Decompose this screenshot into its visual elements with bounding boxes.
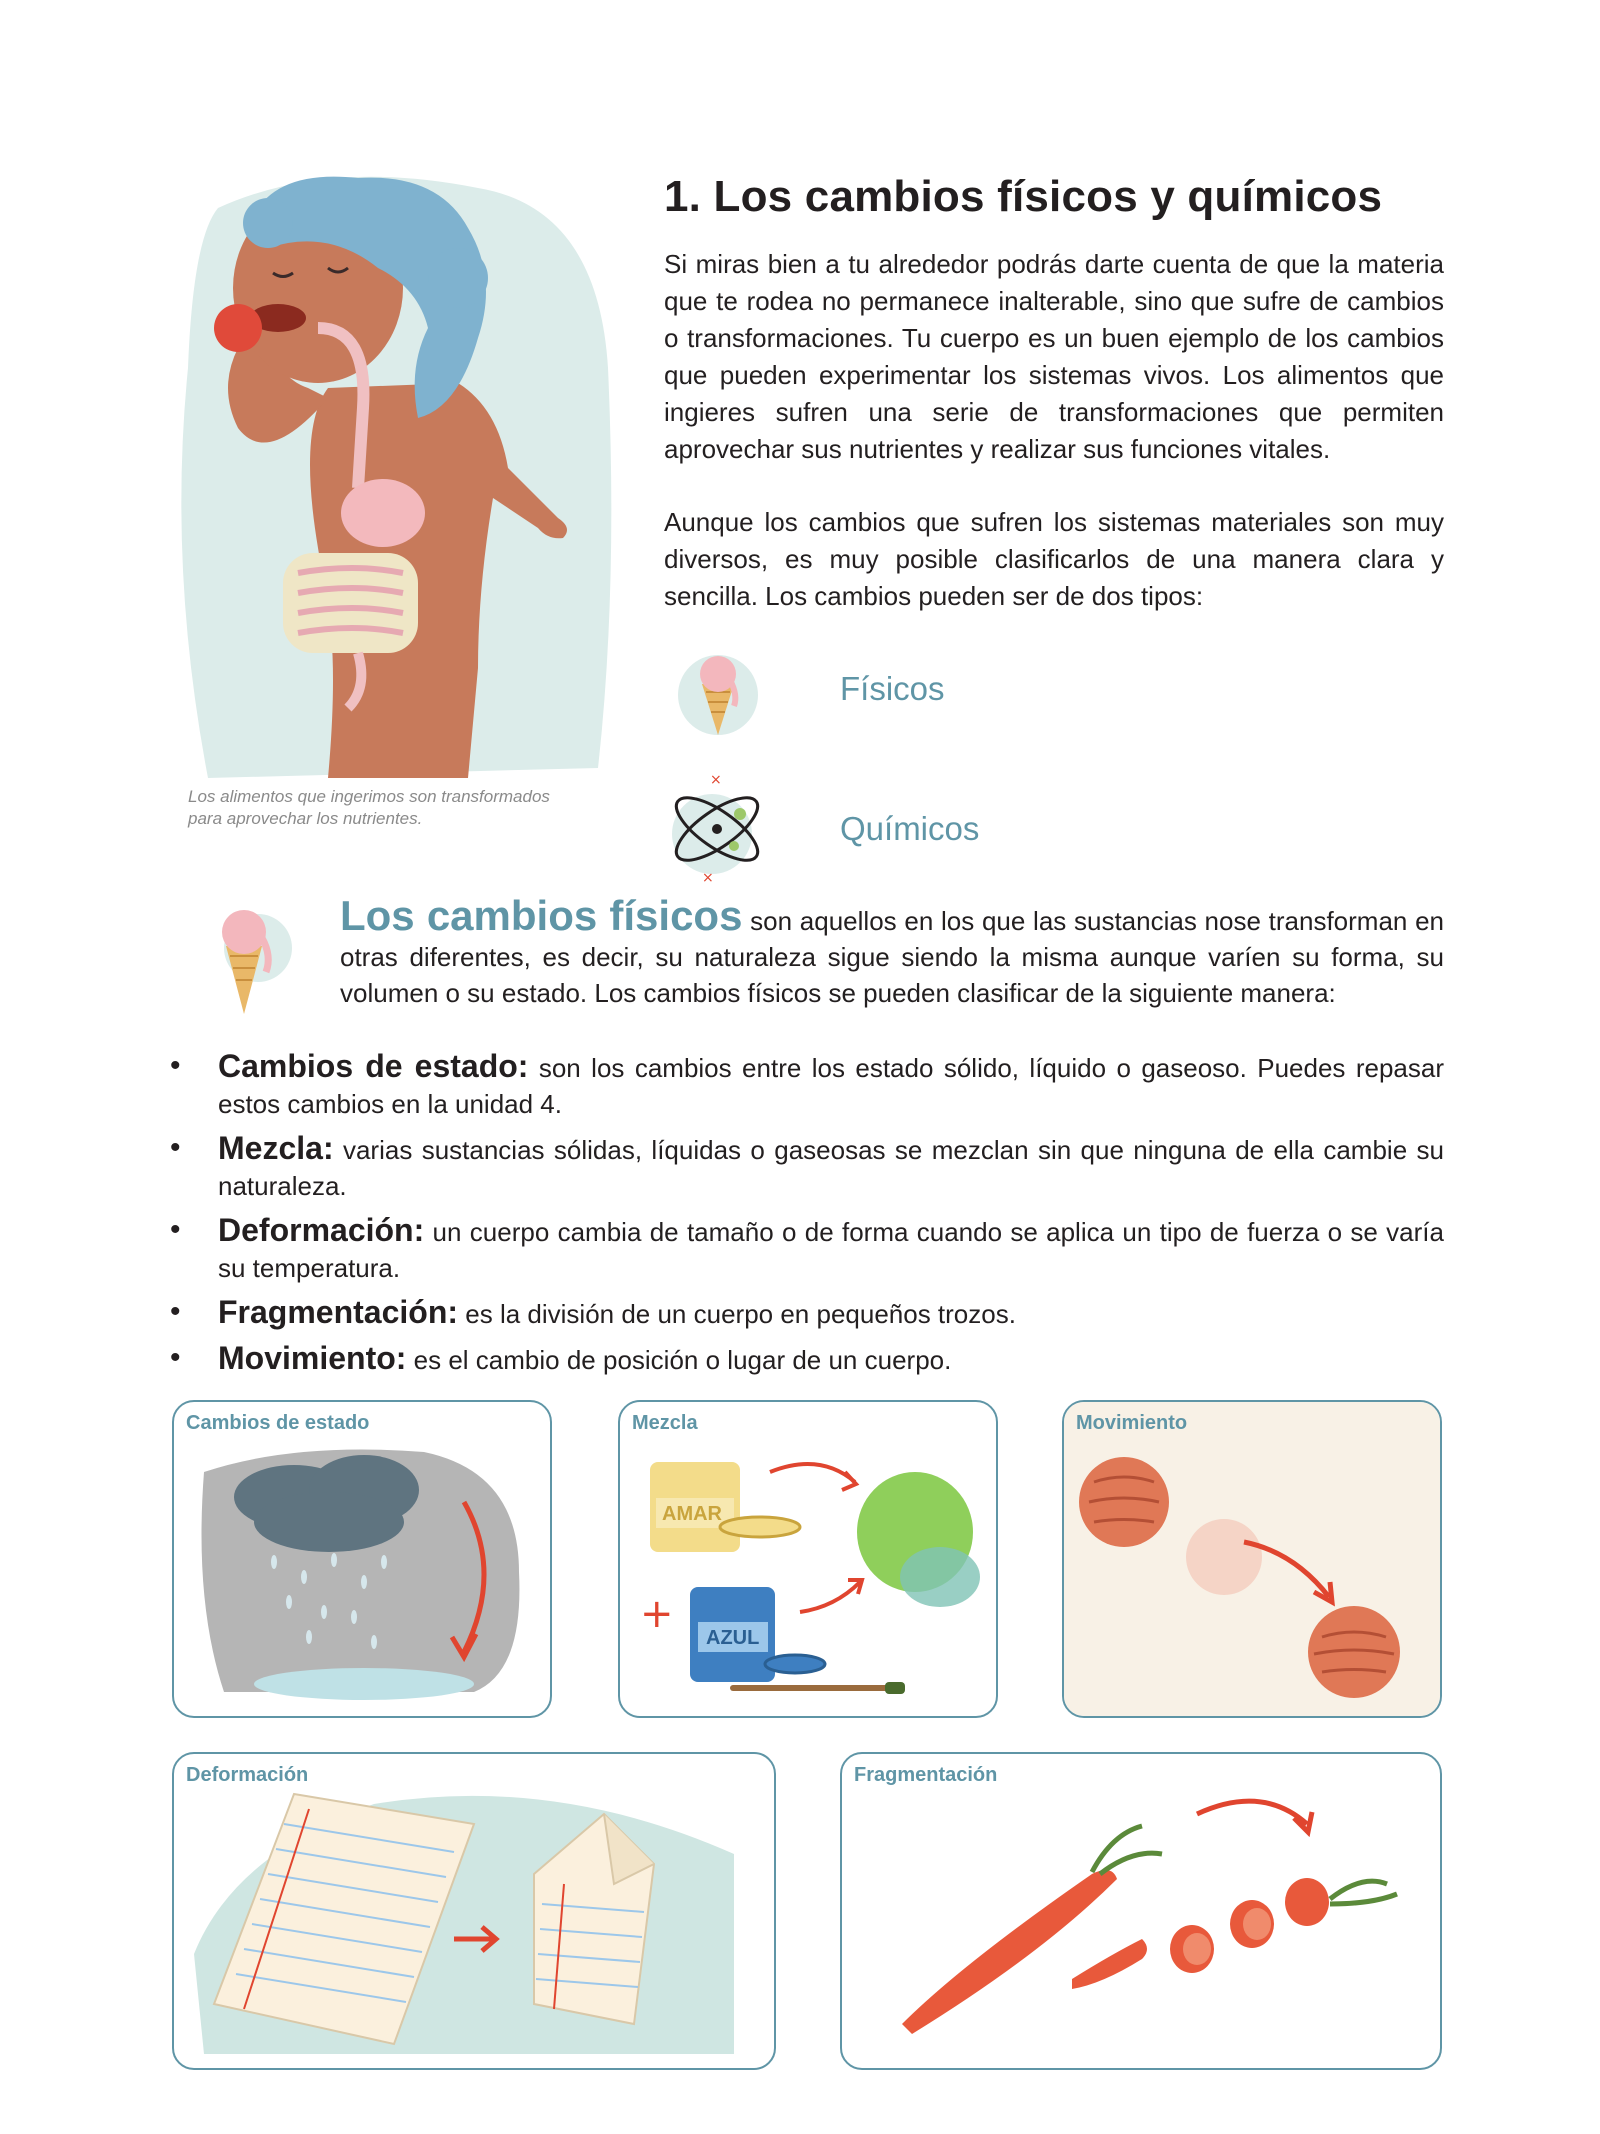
bullet-icon: • bbox=[170, 1295, 181, 1328]
list-item-term: Mezcla: bbox=[218, 1130, 334, 1166]
card-title: Cambios de estado bbox=[186, 1412, 370, 1434]
bullet-icon: • bbox=[170, 1049, 181, 1082]
ice-cream-icon bbox=[196, 898, 296, 1018]
card-mezcla bbox=[618, 1400, 998, 1718]
paper-folding-illustration bbox=[174, 1754, 774, 2068]
list-item-term: Cambios de estado: bbox=[218, 1048, 529, 1084]
card-title: Fragmentación bbox=[854, 1764, 998, 1786]
carrot-cutting-illustration bbox=[842, 1754, 1440, 2068]
svg-text:×: × bbox=[702, 870, 714, 884]
rain-cloud-illustration bbox=[174, 1402, 550, 1716]
list-item-text: es el cambio de posición o lugar de un cuerpo. bbox=[406, 1345, 952, 1375]
list-item bbox=[166, 1212, 1444, 1286]
list-item bbox=[166, 1340, 1444, 1378]
list-item-term: Movimiento: bbox=[218, 1340, 407, 1376]
physical-definition bbox=[340, 892, 1444, 1011]
physical-term: Los cambios físicos bbox=[340, 892, 743, 939]
jar-label-blue: AZUL bbox=[706, 1627, 760, 1649]
svg-text:+: + bbox=[640, 1591, 674, 1637]
bullet-icon: • bbox=[170, 1131, 181, 1164]
list-item bbox=[166, 1130, 1444, 1204]
list-item-text: un cuerpo cambia de tamaño o de forma cuando se aplica un tipo de fuerza o se varía su temperatura. bbox=[218, 1217, 1444, 1283]
card-title: Mezcla bbox=[632, 1412, 698, 1434]
svg-text:×: × bbox=[710, 774, 722, 788]
card-deformacion bbox=[172, 1752, 776, 2070]
page-title: 1. Los cambios físicos y químicos bbox=[664, 172, 1383, 221]
bullet-icon: • bbox=[170, 1341, 181, 1374]
intro-paragraph: Si miras bien a tu alrededor podrás darte cuenta de que la materia que te rodea no permanece inalterable, sino que sufre de cambios o transformaciones. Tu cuerpo es un buen ejemplo de los cambios que pueden experimentar los sistemas vivos. Los alimentos que ingieres sufren una serie de transformaciones que permiten aprovechar sus nutrientes y realizar sus funciones vitales. bbox=[664, 249, 1444, 464]
digestion-illustration bbox=[178, 168, 618, 788]
list-item-term: Deformación: bbox=[218, 1212, 425, 1248]
paint-mixing-illustration bbox=[620, 1402, 996, 1716]
card-fragmentacion bbox=[840, 1752, 1442, 2070]
jar-label-yellow: AMAR bbox=[662, 1503, 722, 1525]
card-title: Deformación bbox=[186, 1764, 309, 1786]
atom-icon bbox=[662, 774, 762, 884]
list-item-text: es la división de un cuerpo en pequeños trozos. bbox=[458, 1299, 1016, 1329]
list-item-text: son los cambios entre los estado sólido, líquido o gaseoso. Puedes repasar estos cambios en la unidad 4. bbox=[218, 1053, 1444, 1119]
card-cambios-de-estado bbox=[172, 1400, 552, 1718]
intro-paragraph-2: Aunque los cambios que sufren los sistemas materiales son muy diversos, es muy posible clasificarlos de una manera clara y sencilla. Los cambios pueden ser de dos tipos: bbox=[664, 507, 1444, 611]
ice-cream-icon bbox=[668, 640, 768, 740]
card-title: Movimiento bbox=[1076, 1412, 1188, 1434]
hero-caption: Los alimentos que ingerimos son transformados para aprovechar los nutrientes. bbox=[188, 787, 550, 828]
card-movimiento bbox=[1062, 1400, 1442, 1718]
type-label-quimicos: Químicos bbox=[840, 810, 980, 847]
physical-change-list bbox=[166, 1048, 1444, 1386]
list-item bbox=[166, 1294, 1444, 1332]
list-item-term: Fragmentación: bbox=[218, 1294, 459, 1330]
list-item bbox=[166, 1048, 1444, 1122]
rolling-ball-illustration bbox=[1064, 1402, 1440, 1716]
bullet-icon: • bbox=[170, 1213, 181, 1246]
list-item-text: varias sustancias sólidas, líquidas o gaseosas se mezclan sin que ninguna de ella cambie su naturaleza. bbox=[218, 1135, 1444, 1201]
physical-definition-text: son aquellos en los que las sustancias nose transforman en otras diferentes, es decir, su naturaleza sigue siendo la misma aunque varíen su forma, su volumen o su estado. Los cambios físicos se pueden clasificar de la siguiente manera: bbox=[340, 906, 1444, 1008]
type-label-fisicos: Físicos bbox=[840, 670, 945, 707]
